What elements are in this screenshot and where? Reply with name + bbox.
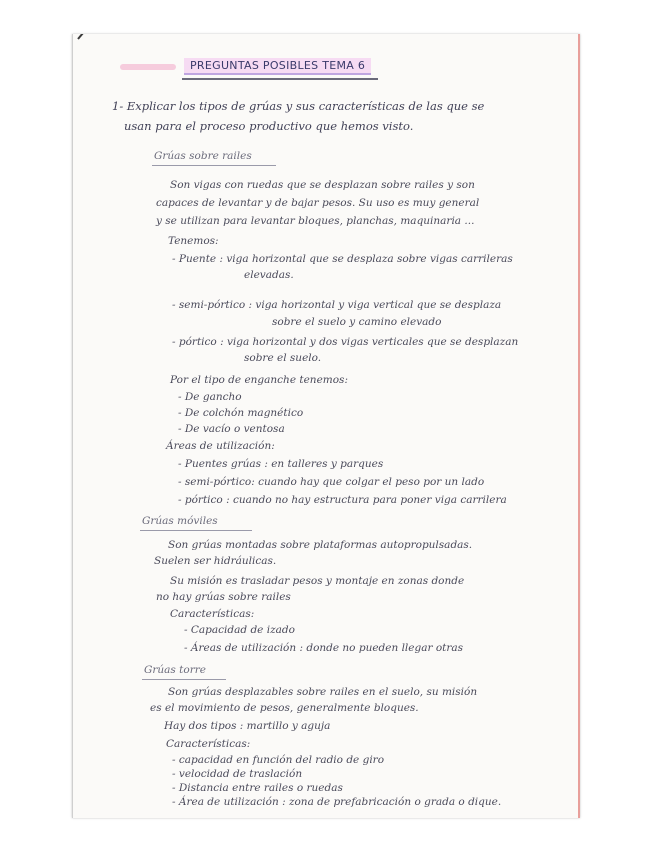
- pen-mark: [77, 34, 93, 40]
- tower-feature-1: - capacidad en función del radio de giro: [172, 754, 385, 766]
- rails-item-2-b: sobre el suelo y camino elevado: [272, 316, 442, 328]
- tower-text-2: es el movimiento de pesos, generalmente bloques.: [150, 702, 419, 714]
- title-underline: [182, 78, 378, 80]
- rails-item-1-a: - Puente : viga horizontal que se desplaza sobre vigas carrileras: [172, 253, 513, 265]
- mobile-feature-1: - Capacidad de izado: [184, 624, 295, 636]
- rails-heading: Grúas sobre railes: [154, 150, 252, 162]
- page-edge-left: [72, 34, 73, 818]
- pink-scribble: [120, 64, 176, 70]
- tower-text-1: Son grúas desplazables sobre railes en el suelo, su misión: [168, 686, 478, 698]
- tower-text-3: Hay dos tipos : martillo y aguja: [164, 720, 331, 732]
- areas-1: - Puentes grúas : en talleres y parques: [178, 458, 384, 470]
- rails-text-2: capaces de levantar y de bajar pesos. Su uso es muy general: [156, 197, 480, 209]
- page-edge-right: [578, 34, 580, 818]
- rails-text-3: y se utilizan para levantar bloques, planchas, maquinaria ...: [156, 215, 475, 227]
- tower-heading-underline: [142, 679, 226, 680]
- tower-heading: Grúas torre: [144, 664, 206, 676]
- tower-features-title: Características:: [166, 738, 251, 750]
- mobile-heading-underline: [140, 530, 252, 531]
- enganche-1: - De gancho: [178, 391, 242, 403]
- rails-item-2-a: - semi-pórtico : viga horizontal y viga vertical que se desplaza: [172, 299, 502, 311]
- notebook-page: [72, 34, 580, 818]
- rails-item-1-b: elevadas.: [244, 269, 294, 281]
- areas-title: Áreas de utilización:: [166, 440, 275, 452]
- question-line-2: usan para el proceso productivo que hemos visto.: [124, 119, 414, 133]
- areas-2: - semi-pórtico: cuando hay que colgar el peso por un lado: [178, 476, 485, 488]
- enganche-3: - De vacío o ventosa: [178, 423, 285, 435]
- mobile-text-1: Son grúas montadas sobre plataformas autopropulsadas.: [168, 539, 473, 551]
- mobile-heading: Grúas móviles: [142, 515, 218, 527]
- question-line-1: 1- Explicar los tipos de grúas y sus características de las que se: [112, 99, 485, 113]
- rails-item-3-b: sobre el suelo.: [244, 352, 322, 364]
- rails-heading-underline: [152, 165, 276, 166]
- mobile-text-2: Suelen ser hidráulicas.: [154, 555, 277, 567]
- rails-tenemos: Tenemos:: [168, 235, 219, 247]
- areas-3: - pórtico : cuando no hay estructura para poner viga carrilera: [178, 494, 507, 506]
- enganche-title: Por el tipo de enganche tenemos:: [170, 374, 348, 386]
- mobile-text-3: Su misión es trasladar pesos y montaje en zonas donde: [170, 575, 465, 587]
- mobile-features-title: Características:: [170, 608, 255, 620]
- rails-item-3-a: - pórtico : viga horizontal y dos vigas verticales que se desplazan: [172, 336, 519, 348]
- tower-feature-4: - Área de utilización : zona de prefabricación o grada o dique.: [172, 796, 502, 808]
- enganche-2: - De colchón magnético: [178, 407, 304, 419]
- tower-feature-2: - velocidad de traslación: [172, 768, 303, 780]
- rails-text-1: Son vigas con ruedas que se desplazan sobre railes y son: [170, 179, 475, 191]
- tower-feature-3: - Distancia entre railes o ruedas: [172, 782, 343, 794]
- mobile-feature-2: - Áreas de utilización : donde no pueden llegar otras: [184, 642, 464, 654]
- mobile-text-4: no hay grúas sobre railes: [156, 591, 291, 603]
- page-title: PREGUNTAS POSIBLES TEMA 6: [184, 58, 371, 75]
